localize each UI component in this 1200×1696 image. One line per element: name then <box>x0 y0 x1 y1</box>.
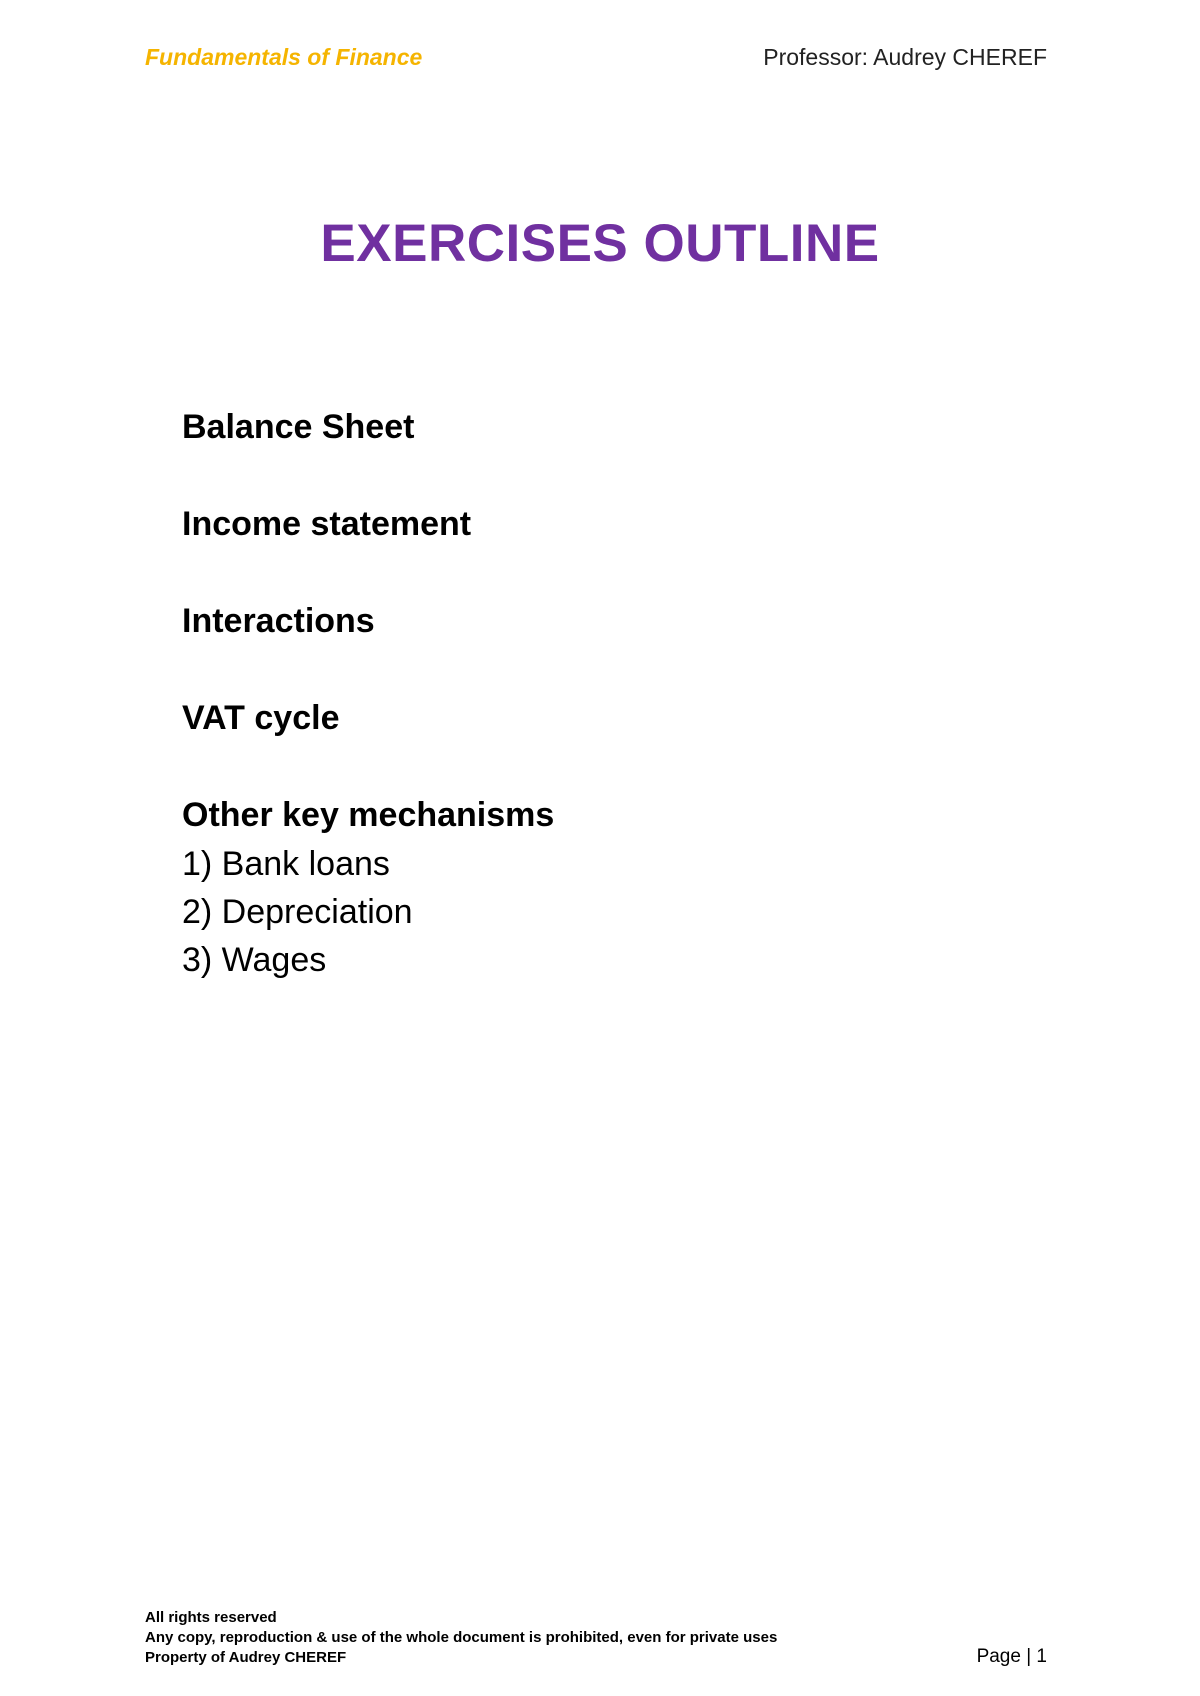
sub-item-bank-loans: 1) Bank loans <box>182 845 390 883</box>
sub-item-depreciation: 2) Depreciation <box>182 893 413 931</box>
outline-item-other-key-mechanisms <box>0 796 1000 840</box>
footer-prohibition: Any copy, reproduction & use of the whole document is prohibited, even for private uses <box>145 1629 778 1646</box>
outline-label: Balance Sheet <box>182 408 415 446</box>
course-title: Fundamentals of Finance <box>145 44 423 70</box>
outline-label: Other key mechanisms <box>182 796 555 834</box>
page-number: Page | 1 <box>976 1646 1047 1667</box>
page-title: EXERCISES OUTLINE <box>320 214 880 273</box>
sub-item-wages: 3) Wages <box>182 941 327 979</box>
footer-notice <box>145 1608 777 1668</box>
outline-label: VAT cycle <box>182 699 340 737</box>
outline-item-interactions <box>0 602 1000 646</box>
outline-item-vat-cycle <box>0 699 1000 743</box>
footer-rights: All rights reserved <box>145 1609 277 1626</box>
outline-label: Interactions <box>182 602 375 640</box>
footer-property: Property of Audrey CHEREF <box>145 1649 347 1666</box>
outline-item-balance-sheet <box>0 408 1000 452</box>
outline-item-income-statement <box>0 505 1000 549</box>
professor-name: Professor: Audrey CHEREF <box>763 44 1047 70</box>
outline-label: Income statement <box>182 505 472 543</box>
